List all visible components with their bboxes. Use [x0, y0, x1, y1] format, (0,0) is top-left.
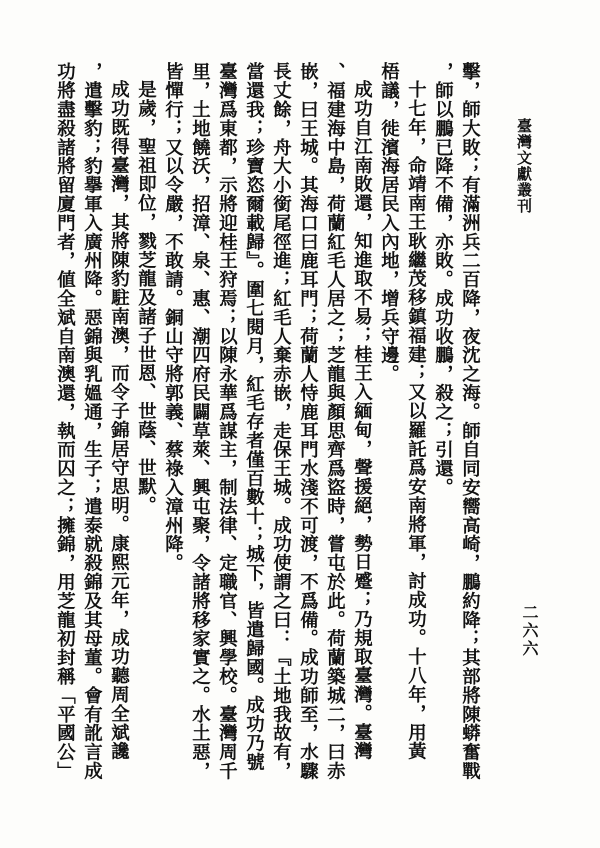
text-column-3: 十七年，命靖南王耿繼茂移鎮福建；又以羅託爲安南將軍，討成功。十八年，用黃 — [405, 80, 427, 761]
text-column-13: 是歲，聖祖即位，戮芝龍及諸子世恩、世蔭、世默。 — [135, 80, 157, 515]
text-column-16: 功將盡殺諸將留廈門者，値全斌自南澳還，執而囚之；擁錦，用芝龍初封稱「平國公」 — [54, 62, 76, 781]
text-column-10: 臺灣爲東都，示將迎桂王狩焉；以陳永華爲謀主，制法律、定職官、興學校。臺灣周千 — [216, 62, 238, 781]
text-column-9: 當還我；珍寶恣爾載歸』。圍七閱月，紅毛存者僅百數十；城下，皆遣歸國。成功乃號 — [243, 62, 265, 771]
text-column-7: 嵌，曰王城。其海口曰鹿耳門；荷蘭人恃鹿耳門水淺不可渡，不爲備。成功師至，水驟 — [297, 62, 319, 781]
text-column-11: 里，土地饒沃，招漳、泉、惠、潮四府民闢草萊、興屯聚，令諸將移家實之。水土惡， — [189, 62, 211, 781]
text-column-8: 長丈餘，舟大小銜尾徑進；紅毛人棄赤嵌，走保王城。成功使謂之曰：『土地我故有， — [270, 62, 292, 781]
text-column-5: 成功自江南敗還，知進取不易；桂王入緬甸，聲援絕，勢日蹙；乃規取臺灣。臺灣 — [351, 80, 373, 761]
text-column-6: 、福建海中島，荷蘭紅毛人居之；芝龍與顏思齊爲盜時，嘗屯於此。荷蘭築城二，曰赤 — [324, 62, 346, 781]
text-column-2: ，師以鵬已降不備，亦敗。成功收鵬，殺之；引還。 — [432, 62, 454, 497]
text-column-4: 梧議，徙濱海居民入內地，增兵守邊。 — [378, 62, 400, 384]
text-column-12: 皆憚行；又以令嚴，不敢請。銅山守將郭義、蔡祿入漳州降。 — [162, 62, 184, 573]
text-column-1: 擊，師大敗；有滿洲兵二百降，夜沈之海。師自同安嚮高崎，鵬約降；其部將陳蟒奮戰 — [459, 62, 481, 781]
text-column-15: ，遣擊豹；豹擧軍入廣州降。惡錦與乳媼通，生子；遣泰就殺錦及其母董。會有訛言成 — [81, 62, 103, 781]
text-column-14: 成功既得臺灣，其將陳豹駐南澳，而令子錦居守思明。康熙元年，成功聽周全斌讒 — [108, 80, 130, 761]
page-number: 二六六 — [520, 604, 539, 658]
series-title: 臺灣文獻叢刊 — [515, 118, 533, 214]
